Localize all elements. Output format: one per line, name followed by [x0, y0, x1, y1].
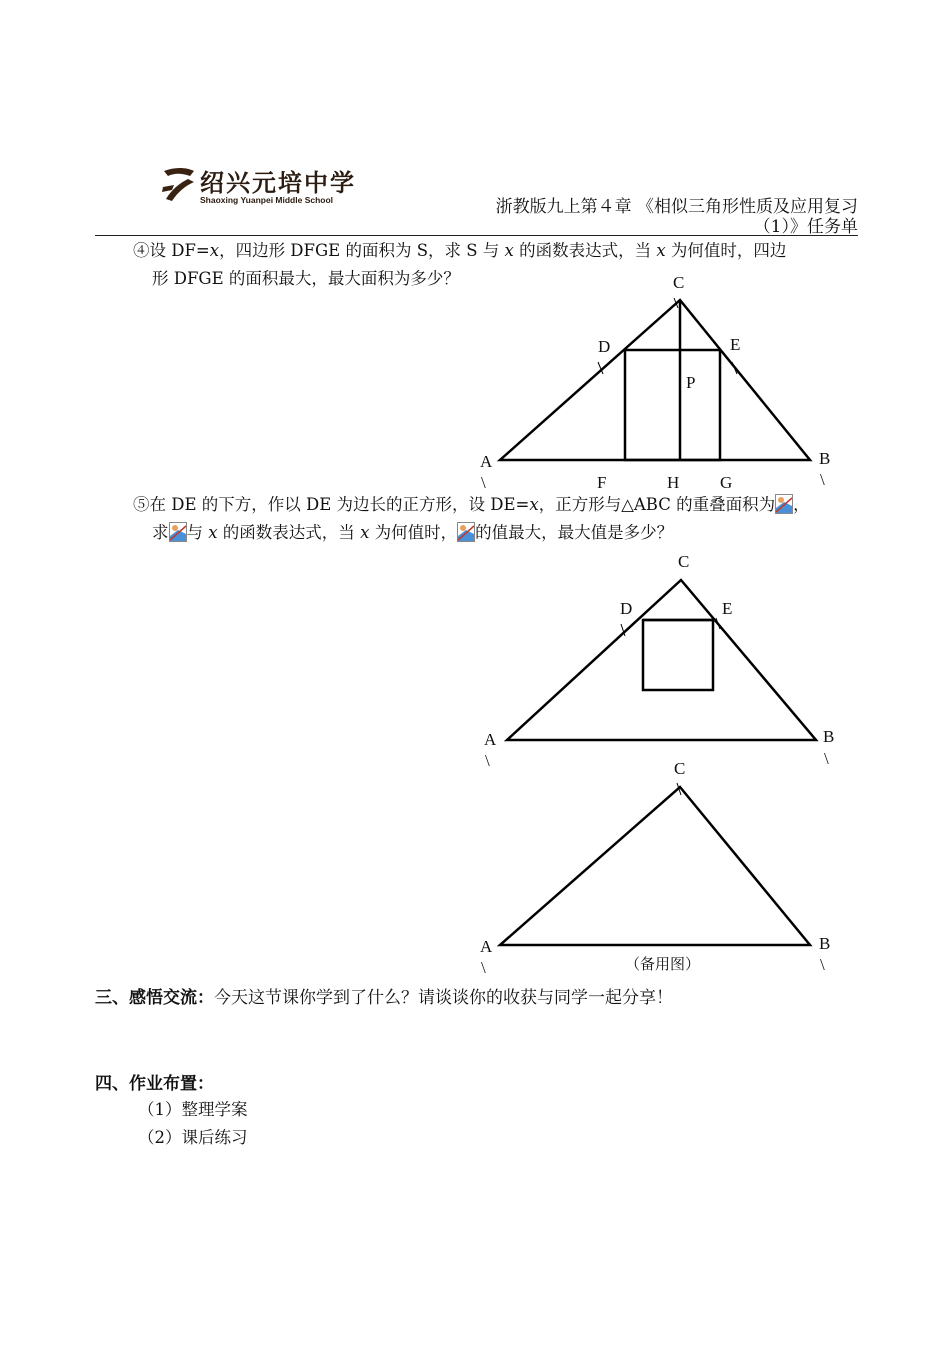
tick-mark-b: \: [824, 749, 829, 768]
label-h: H: [667, 473, 680, 492]
figure-2-triangle-square: [470, 548, 850, 773]
question-5-line1: ⑤在 DE 的下方，作以 DE 为边长的正方形，设 DE=x，正方形与△ABC 的重叠面积为 ，: [133, 495, 810, 514]
question-4-line2: 形 DFGE 的面积最大，最大面积为多少？: [152, 269, 460, 288]
label-b: B: [823, 727, 835, 746]
header-title-line1: 浙教版九上第４章 《相似三角形性质及应用复习: [495, 197, 858, 217]
label-b: B: [819, 449, 831, 468]
tick-mark-b: \: [820, 470, 825, 489]
label-c: C: [678, 552, 690, 571]
header-divider: [95, 235, 858, 236]
triangle-abc: [500, 787, 810, 945]
label-c: C: [673, 273, 685, 292]
figure-3-spare-triangle: [470, 755, 850, 980]
label-b: B: [819, 934, 831, 953]
label-p: P: [686, 373, 696, 392]
figure-1-triangle-rectangle: [470, 270, 850, 495]
rectangle-dfge: [625, 350, 720, 460]
question-4-line1: ④设 DF=x，四边形 DFGE 的面积为 S，求 S 与 x 的函数表达式，当 x 为何值时，四边: [133, 241, 787, 260]
label-c: C: [674, 759, 686, 778]
section-4-homework: [95, 1069, 214, 1094]
triangle-abc: [500, 300, 810, 460]
tick-mark-a: \: [485, 751, 490, 770]
label-a: A: [480, 452, 493, 471]
label-a: A: [484, 730, 497, 749]
homework-item-1: （1）整理学案: [138, 1100, 248, 1119]
tick-mark-a: \: [481, 473, 486, 492]
logo-chinese-text: 绍兴元培中学: [200, 169, 356, 197]
label-d: D: [620, 599, 633, 618]
label-f: F: [597, 473, 607, 492]
label-g: G: [720, 473, 733, 492]
section-3-reflection: [95, 983, 673, 1008]
label-d: D: [598, 337, 611, 356]
tick-mark-b: \: [820, 955, 825, 974]
school-logo: [160, 165, 370, 209]
logo-emblem-icon: [160, 165, 198, 205]
label-a: A: [480, 937, 493, 956]
logo-english-text: Shaoxing Yuanpei Middle School: [200, 195, 334, 205]
question-5-line2: 求 与 x 的函数表达式，当 x 为何值时， 的值最大，最大值是多少？: [152, 523, 674, 542]
label-e: E: [730, 335, 741, 354]
figure-caption: （备用图）: [625, 955, 701, 973]
homework-item-2: （2）课后练习: [138, 1128, 248, 1147]
broken-image-icon: [457, 522, 475, 542]
section-4-heading: 四、作业布置：: [95, 1074, 214, 1094]
label-e: E: [722, 599, 733, 618]
square: [643, 620, 713, 690]
q5-number: ⑤: [133, 495, 150, 514]
section-3-text: 今天这节课你学到了什么？请谈谈你的收获与同学一起分享！: [214, 988, 673, 1008]
tick-mark-a: \: [481, 958, 486, 977]
broken-image-icon: [775, 494, 793, 514]
header-title-line2: （1）》任务单: [753, 217, 858, 237]
section-3-heading: 三、感悟交流：: [95, 988, 214, 1008]
broken-image-icon: [169, 522, 187, 542]
q4-number: ④: [133, 241, 150, 260]
triangle-abc: [507, 580, 816, 740]
